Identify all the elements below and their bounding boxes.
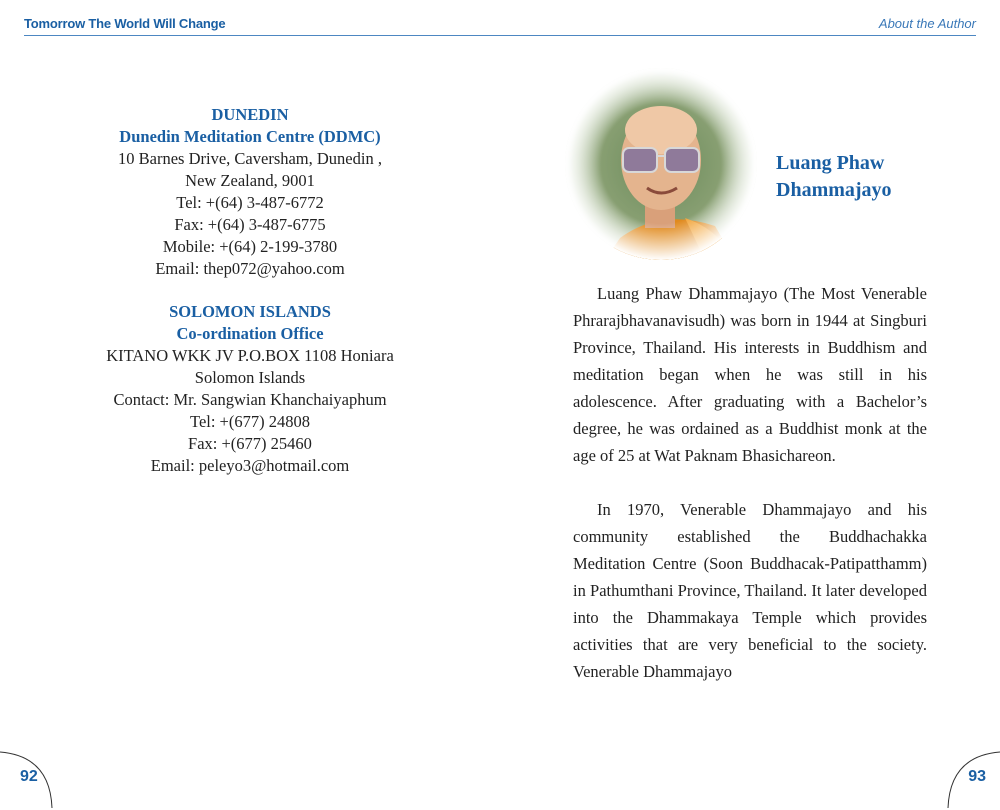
contact-line: Fax: +(677) 25460 — [188, 434, 312, 453]
contact-subheading: Dunedin Meditation Centre (DDMC) — [119, 127, 381, 146]
contact-line: Tel: +(677) 24808 — [190, 412, 310, 431]
header-rule — [24, 35, 976, 36]
contact-dunedin — [60, 104, 440, 280]
contact-line: Mobile: +(64) 2-199-3780 — [162, 237, 338, 256]
contact-line: 10 Barnes Drive, Caversham, Dunedin , — [118, 149, 382, 168]
contact-line: Tel: +(64) 3-487-6772 — [176, 193, 324, 212]
contact-line: Fax: +(64) 3-487-6775 — [174, 215, 326, 234]
author-biography — [573, 280, 927, 712]
contact-line: New Zealand, 9001 — [185, 171, 315, 190]
running-head-section-title: About the Author — [878, 16, 976, 31]
bio-paragraph: Luang Phaw Dhammajayo (The Most Venerable Phrarajbhavanavisudh) was born in 1944 at Singburi Province, Thailand. His interests in Buddhism and meditation began when he was still in his adolescence. After graduating with a Bachelor’s degree, he was ordained as a Buddhist monk at the age of 25 at Wat Paknam Bhasichareon. — [573, 284, 927, 465]
running-head-book-title: Tomorrow The World Will Change — [24, 16, 226, 31]
author-portrait — [565, 68, 757, 260]
contact-line: Email: peleyo3@hotmail.com — [150, 456, 350, 475]
author-name — [776, 150, 892, 204]
contact-subheading: Co-ordination Office — [176, 324, 324, 343]
contact-line: KITANO WKK JV P.O.BOX 1108 Honiara — [106, 346, 394, 365]
contact-line: Email: thep072@yahoo.com — [155, 259, 345, 278]
bio-paragraph: In 1970, Venerable Dhammajayo and his community established the Buddhachakka Meditation Centre (Soon Buddhacak-Patipatthamm) in Pathumthani Province, Thailand. It later developed into the Dhammakaya Temple which provides activities that are very beneficial to the society. Venerable Dhammajayo — [573, 500, 927, 681]
page-number-left: 92 — [20, 768, 38, 785]
contact-solomon-islands — [60, 301, 440, 477]
author-name-line: Dhammajayo — [776, 179, 892, 201]
page-number-right: 93 — [968, 768, 986, 785]
contact-line: Contact: Mr. Sangwian Khanchaiyaphum — [113, 390, 387, 409]
contact-line: Solomon Islands — [194, 368, 306, 387]
contact-list — [60, 104, 440, 498]
author-name-line: Luang Phaw — [776, 152, 885, 174]
contact-heading: DUNEDIN — [211, 105, 289, 124]
contact-heading: SOLOMON ISLANDS — [169, 302, 331, 321]
